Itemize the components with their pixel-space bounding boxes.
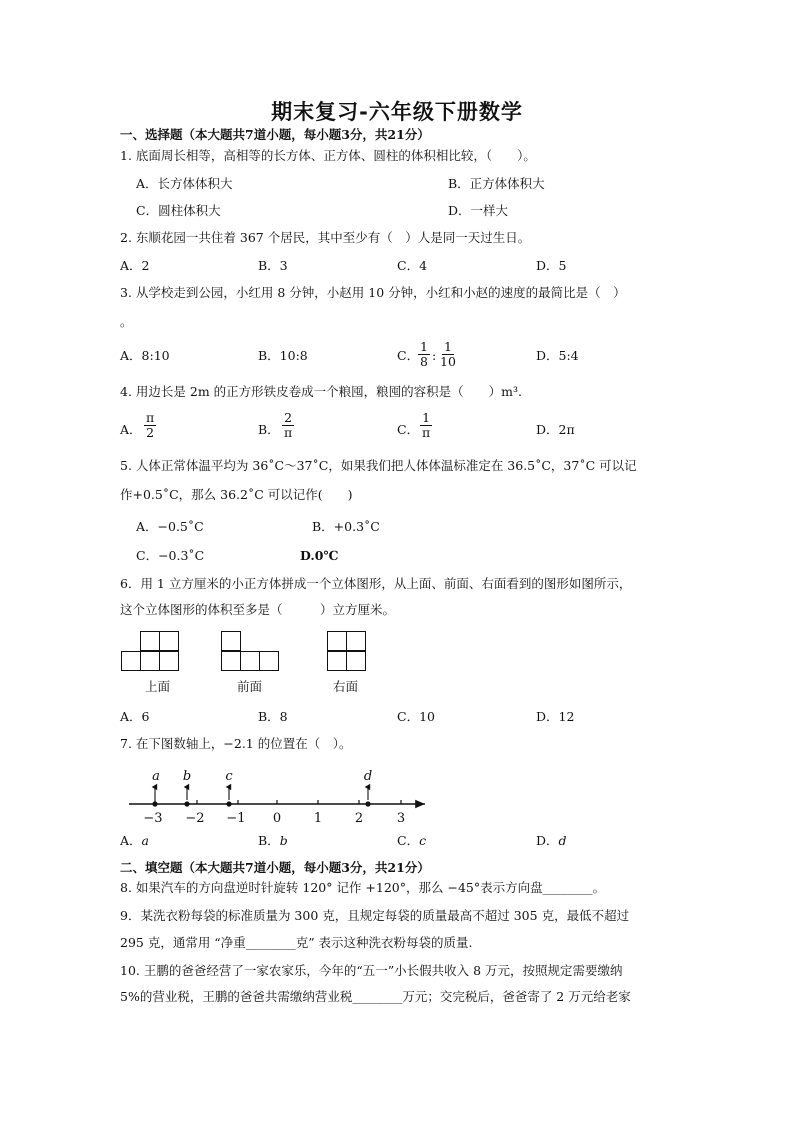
question-7-option-b: [258, 833, 288, 849]
point-a-label: a: [152, 769, 160, 784]
question-5-option-a: A．−0.5˚C: [136, 519, 204, 534]
question-6-stem-line-2: 这个立体图形的体积至多是（ ）立方厘米。: [120, 602, 396, 617]
section-heading-choice: 一、选择题（本大题共7道小题，每小题3分，共21分）: [120, 127, 430, 142]
fraction-numerator: 1: [422, 410, 431, 425]
question-9-line-1: 9．某洗衣粉每袋的标准质量为 300 克，且规定每袋的质量最高不超过 305 克，最低不超过: [120, 908, 630, 923]
question-6-option-a: A．6: [120, 709, 150, 724]
question-4-option-c-label: C．: [397, 422, 420, 437]
question-3-option-c-colon: :: [432, 348, 437, 363]
fraction-denominator: 2: [146, 425, 155, 440]
fraction-denominator: π: [422, 425, 431, 440]
option-variable: a: [141, 833, 149, 848]
section-heading-fill-in: 二、填空题（本大题共7道小题，每小题3分，共21分）: [120, 860, 430, 875]
question-7-option-a: [120, 833, 149, 849]
fraction-denominator: π: [284, 425, 293, 440]
page-title: 期末复习-六年级下册数学: [271, 100, 523, 124]
question-2-option-b: B．3: [258, 258, 288, 273]
question-3-option-c-label: C．: [397, 348, 420, 363]
question-4-option-d: D．2π: [536, 422, 575, 437]
question-6-stem-line-1: 6．用 1 立方厘米的小正方体拼成一个立体图形，从上面、前面、右面看到的图形如图所示，: [120, 576, 632, 591]
fraction-numerator: 1: [443, 339, 452, 354]
question-7-option-d: [536, 833, 567, 849]
question-3-option-c-fraction-2: [438, 340, 458, 369]
tick-label: 2: [354, 811, 364, 826]
option-variable: d: [558, 833, 567, 848]
point-c-label: c: [225, 769, 233, 784]
view-front-label: 前面: [237, 679, 263, 694]
question-4-option-b-label: B．: [258, 422, 280, 437]
tick-label: −1: [226, 811, 246, 826]
view-top-grid: [121, 631, 181, 671]
option-variable: b: [279, 833, 288, 848]
tick-label: −3: [143, 811, 163, 826]
question-5-option-c: C．−0.3˚C: [136, 548, 205, 563]
option-label: C．: [397, 833, 420, 848]
point-d-label: d: [363, 769, 373, 784]
question-2-stem: 2. 东顺花园一共住着 367 个居民，其中至少有（ ）人是同一天过生日。: [120, 230, 531, 245]
question-1-option-c: C．圆柱体积大: [136, 203, 221, 218]
view-top-label: 上面: [145, 679, 171, 694]
question-5-option-d: D.0℃: [300, 548, 339, 563]
question-6-option-b: B．8: [258, 709, 288, 724]
question-9-line-2: 295 克，通常用 “净重________克” 表示这种洗衣粉每袋的质量.: [120, 935, 473, 950]
fraction-numerator: 1: [420, 339, 428, 354]
option-label: A．: [120, 833, 142, 848]
point-a-dot: [152, 801, 157, 806]
question-7-option-c: [397, 833, 426, 849]
question-3-option-d: D．5:4: [536, 348, 579, 363]
question-2-option-c: C．4: [397, 258, 428, 273]
question-4-option-a-label: A．: [120, 422, 142, 437]
tick-label: −2: [185, 811, 205, 826]
question-7-stem: 7. 在下图数轴上，−2.1 的位置在（ ）。: [120, 736, 352, 751]
question-1-option-d: D．一样大: [448, 203, 509, 218]
point-b-label: b: [182, 769, 192, 784]
question-5-stem-line-2: 作+0.5˚C，那么 36.2˚C 可以记作( ): [120, 487, 353, 502]
question-3-stem: 3. 从学校走到公园，小红用 8 分钟，小赵用 10 分钟，小红和小赵的速度的最简比是（ ）: [120, 285, 626, 300]
point-d-dot: [365, 801, 370, 806]
question-1-option-b: B．正方体体积大: [448, 176, 545, 191]
question-4-option-a-fraction: [144, 411, 156, 440]
question-3-stem-end: 。: [120, 314, 133, 329]
question-2-option-a: A．2: [120, 258, 150, 273]
tick-label: 0: [272, 811, 282, 826]
question-1-stem: 1. 底面周长相等，高相等的长方体、正方体、圆柱的体积相比较，（ ）。: [120, 148, 536, 163]
question-5-option-b: B．+0.3˚C: [312, 519, 380, 534]
question-1-option-a: A．长方体体积大: [136, 176, 233, 191]
fraction-numerator: 2: [284, 410, 293, 425]
question-5-stem-line-1: 5. 人体正常体温平均为 36˚C～37˚C，如果我们把人体体温标准定在 36.5˚C，37˚C 可以记: [120, 458, 637, 473]
question-4-stem: 4. 用边长是 2m 的正方形铁皮卷成一个粮囤，粮囤的容积是（ ）m³.: [120, 384, 522, 399]
point-c-dot: [226, 801, 231, 806]
option-label: B．: [258, 833, 280, 848]
number-line: [125, 766, 435, 830]
question-6-option-d: D．12: [536, 709, 575, 724]
view-right-label: 右面: [333, 679, 359, 694]
fraction-numerator: π: [146, 410, 155, 425]
question-3-option-a: A．8:10: [120, 348, 170, 363]
question-2-option-d: D．5: [536, 258, 567, 273]
option-variable: c: [419, 833, 427, 848]
tick-label: 3: [396, 811, 406, 826]
question-8-stem: 8. 如果汽车的方向盘逆时针旋转 120° 记作 +120°，那么 −45°表示方向盘________。: [120, 880, 606, 895]
option-label: D．: [536, 833, 559, 848]
question-3-option-b: B．10:8: [258, 348, 308, 363]
tick-label: 1: [313, 811, 323, 826]
question-10-line-2: 5%的营业税，王鹏的爸爸共需缴纳营业税________万元；交完税后，爸爸寄了 2 万元给老家: [120, 989, 631, 1004]
question-4-option-c-fraction: [420, 411, 432, 440]
point-b-dot: [184, 801, 189, 806]
fraction-denominator: 10: [440, 354, 456, 369]
question-10-line-1: 10. 王鹏的爸爸经营了一家农家乐，今年的“五一”小长假共收入 8 万元，按照规定需要缴纳: [120, 963, 623, 978]
view-front-grid: [221, 631, 281, 671]
question-6-option-c: C．10: [397, 709, 435, 724]
question-4-option-b-fraction: [282, 411, 294, 440]
question-3-option-c-fraction-1: [418, 340, 430, 369]
view-right-grid: [327, 631, 367, 671]
fraction-denominator: 8: [420, 354, 428, 369]
